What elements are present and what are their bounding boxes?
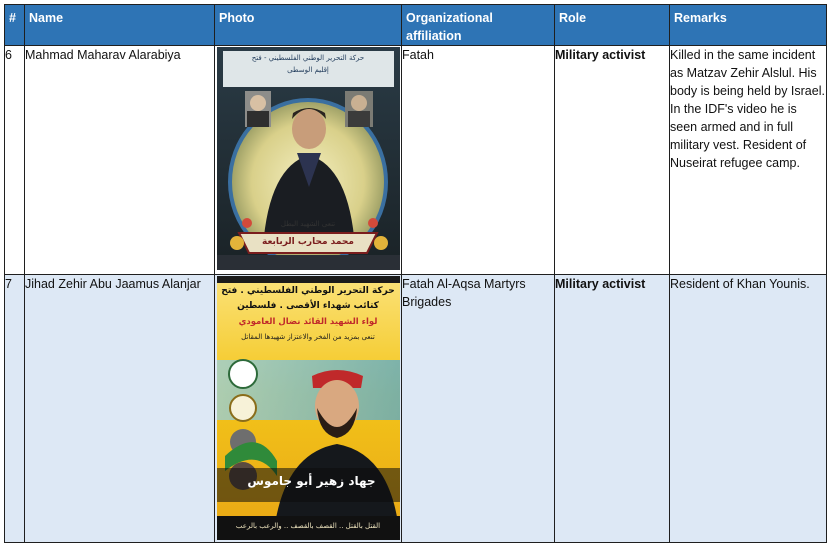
header-role: Role	[555, 5, 670, 46]
person-name: Mahmad Maharav Alarabiya	[25, 46, 215, 275]
poster-caption-text: تنعى الشهيد البطل	[280, 220, 336, 228]
poster-name-text: محمد محارب الربابعة	[262, 237, 354, 247]
header-num: #	[5, 5, 25, 46]
role: Military activist	[555, 274, 670, 542]
martyr-poster-image	[217, 47, 400, 270]
poster-line1-text: حركة التحرير الوطني الفلسطيني . فتح	[221, 285, 395, 296]
photo-cell	[215, 274, 402, 542]
organizational-affiliation: Fatah	[402, 46, 555, 275]
table-row	[5, 274, 827, 542]
poster-line4-text: تنعى بمزيد من الفخر والاعتزاز شهيدها المقاتل	[241, 332, 375, 341]
row-number: 7	[5, 274, 25, 542]
poster-header-text: حركة التحرير الوطني الفلسطيني - فتح	[251, 54, 365, 62]
header-affiliation: Organizational affiliation	[402, 5, 555, 46]
poster-line3-text: لواء الشهيد القائد نضال العامودي	[238, 316, 378, 327]
martyr-poster-image	[217, 276, 400, 540]
table-row	[5, 46, 827, 275]
poster-subheader-text: إقليم الوسطى	[287, 66, 329, 74]
poster-line2-text: كتائب شهداء الأقصى . فلسطين	[237, 300, 379, 311]
person-name: Jihad Zehir Abu Jaamus Alanjar	[25, 274, 215, 542]
remarks: Resident of Khan Younis.	[670, 274, 827, 542]
row-number: 6	[5, 46, 25, 275]
poster-name-text: جهاد زهير أبو جاموس	[247, 473, 376, 488]
organizational-affiliation: Fatah Al-Aqsa Martyrs Brigades	[402, 274, 555, 542]
poster-footer-text: القتل بالقتل .. القصف بالقصف .. والرعب بالرعب	[235, 521, 381, 530]
header-remarks: Remarks	[670, 5, 827, 46]
remarks: Killed in the same incident as Matzav Zehir Alslul. His body is being held by Israel. In the IDF's video he is seen armed and in full military vest. Resident of Nuseirat refugee camp.	[670, 46, 827, 275]
header-photo: Photo	[215, 5, 402, 46]
photo-cell	[215, 46, 402, 275]
table-header-row	[5, 5, 827, 46]
casualty-table	[4, 4, 827, 543]
header-name: Name	[25, 5, 215, 46]
role: Military activist	[555, 46, 670, 275]
